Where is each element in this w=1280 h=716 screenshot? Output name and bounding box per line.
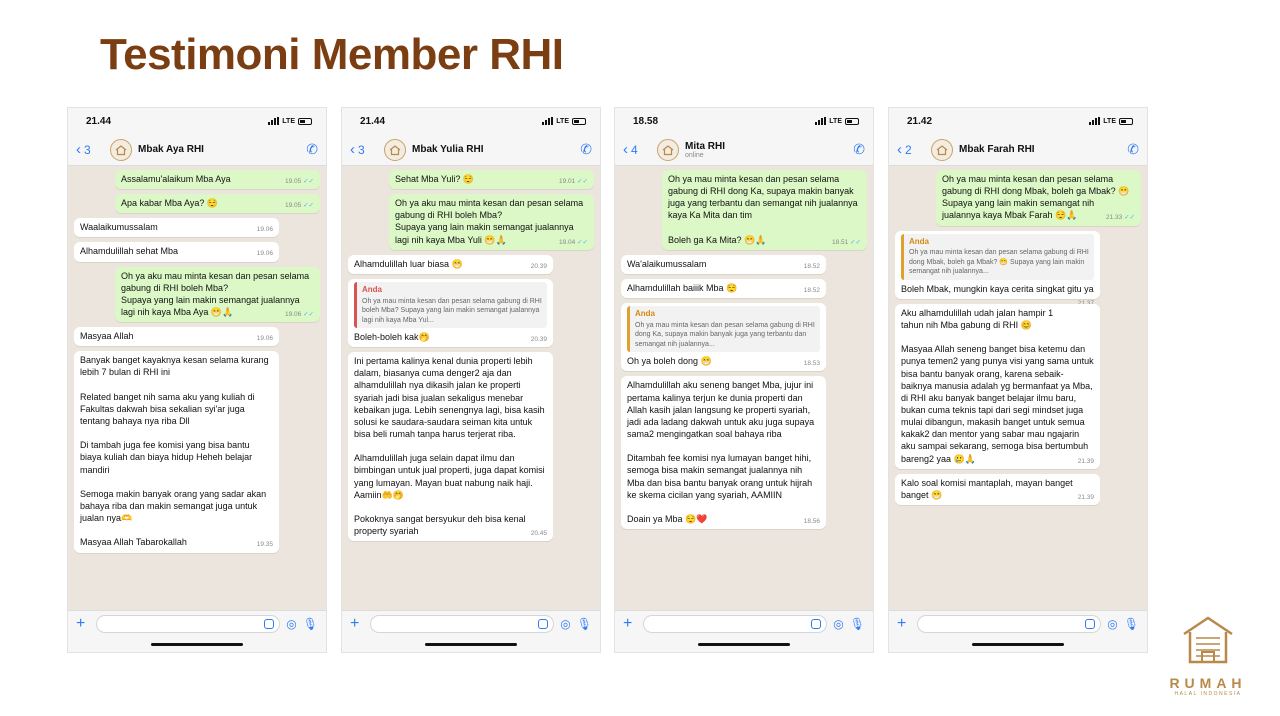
quoted-text: Oh ya mau minta kesan dan pesan selama gabung di RHI boleh Mba? Supaya yang lain makin semangat jualannya lagi nih kaya Mba Yul... (362, 297, 542, 324)
quoted-message[interactable] (627, 306, 820, 352)
contact-name-text: Mbak Yulia RHI (412, 144, 484, 155)
contact-name[interactable] (138, 144, 306, 155)
message-text: Ini pertama kalinya kenal dunia properti lebih dalam, biasanya cuma denger2 aja dan alhamdulillah nya dikasih jalan ke properti syariah jadi bisa jualan sekaligus menebar kebaikan juga. Lebih senengnya lagi, bisa kasih solusi ke saudara-saudara seiman kita untuk bisa beli rumah tanpa harus terjerat riba. Alhamdulillah juga selain dapat ilmu dan bimbingan untuk jual properti, juga dapat komisi yang lumayan. Mayan buat nabung naik haji. Aamiin🤲🤭 Pokoknya sangat bersyukur deh bisa kenal property syariah (354, 356, 545, 537)
quoted-sender: Anda (909, 236, 929, 246)
incoming-message (74, 351, 279, 552)
plus-icon[interactable]: + (76, 615, 86, 632)
message-time: 18.51 ✓✓ (832, 239, 861, 248)
message-text: Apa kabar Mba Aya? 😌 (121, 198, 219, 209)
chat-header (615, 134, 873, 166)
status-icons (268, 117, 312, 125)
outgoing-message (389, 194, 594, 250)
logo-subtext: HALAL INDONESIA (1174, 691, 1242, 697)
contact-status: online (685, 151, 704, 159)
quoted-text: Oh ya mau minta kesan dan pesan selama gabung di RHI dong Ka, supaya makin banyak juga yang terbantu dan semangat nih jualannya... (635, 321, 815, 348)
battery-icon (845, 118, 859, 125)
chat-messages (615, 166, 873, 610)
message-time: 18.53 (803, 360, 820, 368)
back-button[interactable] (623, 142, 657, 157)
message-time: 21.39 (1077, 493, 1094, 501)
message-time: 19.01 ✓✓ (559, 178, 588, 187)
incoming-message (895, 304, 1100, 469)
incoming-message (621, 303, 826, 371)
message-text: Oh ya mau minta kesan dan pesan selama gabung di RHI dong Ka, supaya makin banyak juga yang terbantu dan semangat nih jualannya kaya Ka Mita dan tim Boleh ga Ka Mita? 😁🙏 (668, 174, 858, 245)
unread-count: 3 (84, 142, 91, 157)
composer-bar (615, 610, 873, 652)
incoming-message (621, 279, 826, 298)
quoted-sender: Anda (362, 284, 382, 294)
contact-name[interactable] (685, 141, 853, 159)
quoted-sender: Anda (635, 309, 655, 319)
outgoing-message (662, 170, 867, 250)
chevron-left-icon: ‹ (897, 141, 902, 158)
composer-row (68, 611, 326, 637)
contact-avatar[interactable] (384, 139, 406, 161)
message-text: Alhamdulillah baiiik Mba 😌 (627, 282, 738, 293)
sticker-icon[interactable] (538, 619, 548, 629)
unread-count: 3 (358, 142, 365, 157)
message-time: 19.06 (256, 335, 273, 343)
message-text: Waalaikumussalam (80, 222, 158, 233)
home-indicator (151, 643, 243, 646)
lte-icon: LTE (829, 117, 842, 125)
sticker-icon[interactable] (811, 619, 821, 629)
message-text: Banyak banget kayaknya kesan selama kurang lebih 7 bulan di RHI ini Related banget nih sama aku yang kuliah di Fakultas dakwah bisa sekalian syi'ar juga tentang bahaya nya riba Dll Di tambah juga fee komisi yang bisa bantu biaya kuliah dan biaya hidup Heheh belajar mandiri Semoga makin banyak orang yang sadar akan bahaya riba dan makin semangat juga untuk jualan nya🫶 Masyaa Allah Tabarokallah (80, 355, 269, 548)
message-text: Alhamdulillah aku seneng banget Mba, jujur ini pertama kalinya terjun ke dunia properti dan Allah kasih jalan langsung ke properti syariah, jadi ada ladang dakwah untuk aku juga supaya sama2 mengingatkan soal bahaya riba Ditambah fee komisi nya lumayan banget hihi, semoga bisa makin semangat jualannya nih Mba dan bisa bantu banyak orang untuk hijrah ke skema cicilan yang syariah, AAMIIN Doain ya Mba 😌❤️ (627, 380, 815, 524)
message-time: 19.06 (256, 250, 273, 258)
status-bar (615, 108, 873, 134)
message-text: Masyaa Allah (80, 331, 134, 342)
composer-row (615, 611, 873, 637)
battery-icon (298, 118, 312, 125)
lte-icon: LTE (556, 117, 569, 125)
message-time: 19.05 ✓✓ (285, 202, 314, 211)
home-indicator (698, 643, 790, 646)
message-text: Boleh-boleh kak🤭 (354, 331, 430, 342)
signal-icon (542, 117, 553, 125)
message-input[interactable] (370, 615, 554, 633)
phone-screenshot-farah (888, 107, 1148, 653)
chat-header (342, 134, 600, 166)
status-bar (889, 108, 1147, 134)
incoming-message (348, 352, 553, 541)
message-time: 19.35 (256, 541, 273, 549)
house-logo-icon (1176, 612, 1240, 668)
incoming-message (895, 231, 1100, 299)
plus-icon[interactable]: + (350, 615, 360, 632)
status-time: 21.44 (360, 115, 386, 127)
message-time: 18.52 (803, 286, 820, 294)
outgoing-message (115, 267, 320, 323)
message-input[interactable] (96, 615, 280, 633)
status-bar (68, 108, 326, 134)
message-text: Boleh Mbak, mungkin kaya cerita singkat gitu ya (901, 283, 1094, 294)
message-text: Oh ya mau minta kesan dan pesan selama gabung di RHI dong Mbak, boleh ga Mbak? 😁 Supaya yang lain makin semangat nih jualannya kaya Mbak Farah 😌🙏 (942, 174, 1130, 221)
battery-icon (1119, 118, 1133, 125)
message-time: 20.45 (530, 530, 547, 538)
message-text: Oh ya boleh dong 😁 (627, 356, 712, 367)
camera-icon[interactable]: ◎ (286, 617, 297, 631)
contact-name[interactable] (412, 144, 580, 155)
composer-row (342, 611, 600, 637)
quoted-message[interactable] (354, 282, 547, 328)
back-button[interactable] (76, 142, 110, 157)
chat-messages (68, 166, 326, 610)
chat-header (68, 134, 326, 166)
unread-count: 4 (631, 142, 638, 157)
add-call-icon[interactable]: ✆ (580, 141, 592, 157)
message-text: Wa'alaikumussalam (627, 258, 707, 269)
composer-bar (342, 610, 600, 652)
microphone-icon[interactable]: 🎙 (1123, 617, 1139, 631)
outgoing-message (115, 194, 320, 213)
lte-icon: LTE (1103, 117, 1116, 125)
rumah-halal-logo (1160, 612, 1256, 708)
incoming-message (74, 242, 279, 261)
outgoing-message (936, 170, 1141, 226)
chevron-left-icon: ‹ (350, 141, 355, 158)
composer-bar (889, 610, 1147, 652)
outgoing-message (115, 170, 320, 189)
lte-icon: LTE (282, 117, 295, 125)
incoming-message (74, 218, 279, 237)
incoming-message (74, 327, 279, 346)
incoming-message (621, 255, 826, 274)
camera-icon[interactable]: ◎ (1107, 617, 1118, 631)
microphone-icon[interactable]: 🎙 (302, 617, 318, 631)
chat-header (889, 134, 1147, 166)
signal-icon (268, 117, 279, 125)
add-call-icon[interactable]: ✆ (306, 141, 318, 157)
signal-icon (815, 117, 826, 125)
status-time: 21.42 (907, 115, 933, 127)
message-time: 18.56 (803, 517, 820, 525)
phone-screenshot-yulia (341, 107, 601, 653)
microphone-icon[interactable]: 🎙 (576, 617, 592, 631)
message-text: Aku alhamdulillah udah jalan hampir 1 tahun nih Mba gabung di RHI 😊 Masyaa Allah seneng banget bisa ketemu dan punya temen2 yang punya visi yang sama untuk bisa bantu banyak orang, karena sebaik-baiknya manusia adalah yg bermanfaat ya Mba, di RHI aku banyak banget belajar ilmu baru, bukan cuma teknis tapi dari segi mindset juga mulai dibangun, makasih banget untuk semua kakak2 dan mentor yang sabar mau ngajarin aku sampai sekarang, semoga bisa bertumbuh bareng2 yaa 🥲🙏 (901, 307, 1094, 464)
unread-count: 2 (905, 142, 912, 157)
message-time: 21.39 (1077, 457, 1094, 465)
contact-avatar[interactable] (931, 139, 953, 161)
contact-name[interactable] (959, 144, 1127, 155)
add-call-icon[interactable]: ✆ (853, 141, 865, 157)
status-icons (1089, 117, 1133, 125)
message-text: Kalo soal komisi mantaplah, mayan banget banget 😁 (901, 477, 1073, 500)
contact-name-text: Mbak Farah RHI (959, 144, 1035, 155)
message-time: 19.05 ✓✓ (285, 178, 314, 187)
microphone-icon[interactable]: 🎙 (849, 617, 865, 631)
chat-messages (889, 166, 1147, 610)
message-time: 20.39 (530, 262, 547, 270)
status-time: 21.44 (86, 115, 112, 127)
message-time: 19.06 (256, 226, 273, 234)
home-indicator (425, 643, 517, 646)
message-text: Oh ya aku mau minta kesan dan pesan selama gabung di RHI boleh Mba? Supaya yang lain makin semangat jualannya lagi nih kaya Mba Aya 😁🙏 (121, 270, 310, 317)
slide-title: Testimoni Member RHI (100, 30, 564, 79)
message-text: Sehat Mba Yuli? 😌 (395, 174, 475, 184)
contact-avatar[interactable] (110, 139, 132, 161)
incoming-message (348, 255, 553, 274)
message-text: Oh ya aku mau minta kesan dan pesan selama gabung di RHI boleh Mba? Supaya yang lain makin semangat jualannya lagi nih kaya Mba Yuli 😁🙏 (395, 198, 584, 245)
signal-icon (1089, 117, 1100, 125)
back-button[interactable] (350, 142, 384, 157)
battery-icon (572, 118, 586, 125)
outgoing-message (389, 170, 594, 189)
incoming-message (621, 376, 826, 529)
phone-screenshot-mita (614, 107, 874, 653)
contact-avatar[interactable] (657, 139, 679, 161)
quoted-message[interactable] (901, 234, 1094, 280)
back-button[interactable] (897, 142, 931, 157)
contact-name-text: Mbak Aya RHI (138, 144, 204, 155)
status-icons (542, 117, 586, 125)
message-time: 18.52 (803, 262, 820, 270)
status-icons (815, 117, 859, 125)
message-input[interactable] (643, 615, 827, 633)
camera-icon[interactable]: ◎ (833, 617, 844, 631)
contact-name-text: Mita RHI (685, 140, 725, 152)
composer-row (889, 611, 1147, 637)
phone-screenshot-aya (67, 107, 327, 653)
plus-icon[interactable]: + (623, 615, 633, 632)
status-time: 18.58 (633, 115, 659, 127)
camera-icon[interactable]: ◎ (560, 617, 571, 631)
quoted-text: Oh ya mau minta kesan dan pesan selama gabung di RHI dong Mbak, boleh ga Mbak? 😁 Supaya yang lain makin semangat nih jualannya... (909, 249, 1089, 276)
message-time: 21.33 ✓✓ (1106, 214, 1135, 223)
sticker-icon[interactable] (264, 619, 274, 629)
incoming-message (895, 474, 1100, 505)
message-text: Alhamdulillah sehat Mba (80, 246, 179, 257)
chevron-left-icon: ‹ (76, 141, 81, 158)
message-text: Alhamdulillah luar biasa 😁 (354, 258, 463, 269)
home-indicator (972, 643, 1064, 646)
plus-icon[interactable]: + (897, 615, 907, 632)
message-text: Assalamu'alaikum Mba Aya (121, 174, 231, 184)
chevron-left-icon: ‹ (623, 141, 628, 158)
chat-messages (342, 166, 600, 610)
composer-bar (68, 610, 326, 652)
message-time: 20.39 (530, 335, 547, 343)
message-time: 19.04 ✓✓ (559, 239, 588, 248)
status-bar (342, 108, 600, 134)
add-call-icon[interactable]: ✆ (1127, 141, 1139, 157)
message-time: 19.06 ✓✓ (285, 311, 314, 320)
sticker-icon[interactable] (1085, 619, 1095, 629)
logo-text: RUMAH (1169, 675, 1247, 691)
message-input[interactable] (917, 615, 1101, 633)
incoming-message (348, 279, 553, 347)
